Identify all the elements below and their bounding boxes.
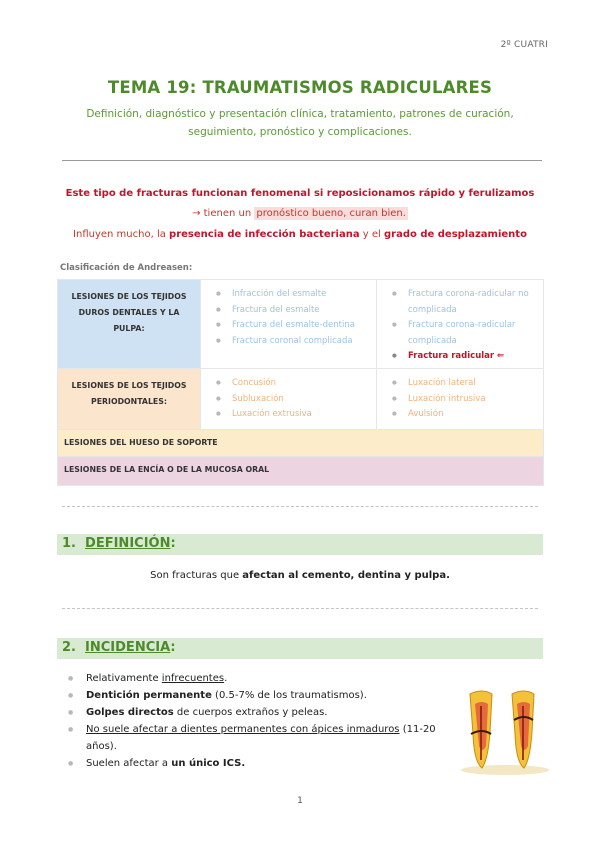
- category-cell: [58, 369, 201, 430]
- incidence-list: [62, 670, 454, 772]
- list-item: ● Subluxación: [216, 392, 367, 408]
- category-cell: [58, 430, 544, 457]
- list-item: [62, 670, 454, 687]
- list-item: ● Fractura coronal complicada: [216, 334, 367, 350]
- section-heading: INCIDENCIA: [85, 640, 171, 655]
- list-cell: [377, 369, 544, 430]
- list-item-highlight: ● Fractura radicular ⇐: [392, 349, 534, 365]
- influence-mid: y el: [359, 229, 384, 240]
- list-item: ● Concusión: [216, 376, 367, 392]
- page-number: 1: [297, 796, 303, 806]
- dashed-divider: [62, 608, 538, 609]
- influence-pre: Influyen mucho, la: [73, 229, 170, 240]
- list-item: ● Luxación extrusiva: [216, 407, 367, 423]
- section-colon: :: [170, 640, 176, 655]
- section-heading: DEFINICIÓN: [85, 536, 171, 551]
- influence-bold-2: grado de desplazamiento: [383, 229, 527, 240]
- tooth-left-icon: [470, 691, 492, 768]
- item-bold: un único ICS.: [171, 758, 246, 769]
- table-row: [58, 430, 544, 457]
- item-text: (0.5-7% de los traumatismos).: [211, 690, 367, 701]
- list-item: ● Luxación intrusiva: [392, 392, 534, 408]
- category-cell: [58, 457, 544, 486]
- category-encia: LESIONES DE LA ENCÍA O DE LA MUCOSA ORAL: [64, 465, 270, 474]
- list-cell: [377, 280, 544, 369]
- section-number: 2.: [62, 640, 76, 655]
- list-item: ● Luxación lateral: [392, 376, 534, 392]
- dashed-divider: [62, 506, 538, 507]
- intro-paragraph: [60, 184, 540, 224]
- tooth-right-icon: [512, 691, 534, 768]
- list-item: ● Fractura corona-radicular no complicada: [392, 287, 534, 318]
- tooth-illustration: [460, 690, 550, 776]
- table-row: [58, 280, 544, 369]
- list-item: [62, 721, 454, 755]
- item-text: Suelen afectar a: [86, 758, 172, 769]
- definition-pre: Son fracturas que: [150, 570, 243, 581]
- item-underline: No suele afectar a dientes permanentes con ápices inmaduros: [86, 724, 400, 735]
- perio-list-2: [378, 370, 542, 423]
- category-cell: [58, 280, 201, 369]
- item-bold: Dentición permanente: [86, 690, 212, 701]
- intro-bold: Este tipo de fracturas funcionan fenomenal si reposicionamos rápido y ferulizamos: [65, 188, 535, 199]
- list-item: [62, 687, 454, 704]
- item-bold: Golpes directos: [86, 707, 174, 718]
- section-title-definicion: [62, 536, 176, 551]
- andreasen-table: [57, 279, 544, 486]
- category-hueso: LESIONES DEL HUESO DE SOPORTE: [64, 438, 218, 447]
- page-subtitle: Definición, diagnóstico y presentación clínica, tratamiento, patrones de curación, seguimiento, pronóstico y complicaciones.: [86, 108, 514, 138]
- list-item: ● Infracción del esmalte: [216, 287, 367, 303]
- influence-bold-1: presencia de infección bacteriana: [169, 229, 360, 240]
- classification-label: Clasificación de Andreasen:: [60, 263, 193, 273]
- page-title: TEMA 19: TRAUMATISMOS RADICULARES: [107, 78, 493, 97]
- table-row: [58, 457, 544, 486]
- intro-highlight: pronóstico bueno, curan bien.: [256, 208, 406, 219]
- list-cell: [201, 369, 377, 430]
- list-item: ● Fractura del esmalte-dentina: [216, 318, 367, 334]
- list-item: ● Fractura corona-radicular complicada: [392, 318, 534, 349]
- item-text: de cuerpos extraños y peleas.: [173, 707, 328, 718]
- section-colon: :: [170, 536, 176, 551]
- duros-list-2: [378, 281, 542, 365]
- category-perio: LESIONES DE LOS TEJIDOS PERIODONTALES:: [71, 381, 187, 406]
- item-text: .: [224, 673, 228, 684]
- list-item: ● Fractura del esmalte: [216, 303, 367, 319]
- item-underline: infrecuentes: [161, 673, 225, 684]
- perio-list-1: [202, 370, 375, 423]
- list-item: [62, 755, 454, 772]
- gum-shadow: [461, 765, 549, 775]
- influence-paragraph: [60, 229, 540, 240]
- definition-bold: afectan al cemento, dentina y pulpa.: [242, 570, 450, 581]
- table-row: [58, 369, 544, 430]
- title-divider: [62, 160, 542, 161]
- item-text: Relativamente: [86, 673, 162, 684]
- list-item: ● Avulsión: [392, 407, 534, 423]
- list-item: [62, 704, 454, 721]
- section-number: 1.: [62, 536, 76, 551]
- section-title-incidencia: [62, 640, 176, 655]
- definition-text: [0, 570, 600, 581]
- item-text: (11-20 años).: [86, 724, 436, 752]
- list-cell: [201, 280, 377, 369]
- intro-tail: → tienen un: [192, 208, 255, 219]
- category-duros: LESIONES DE LOS TEJIDOS DUROS DENTALES Y LA PULPA:: [71, 292, 187, 333]
- duros-list-1: [202, 281, 375, 349]
- course-label: 2º CUATRI: [500, 40, 548, 50]
